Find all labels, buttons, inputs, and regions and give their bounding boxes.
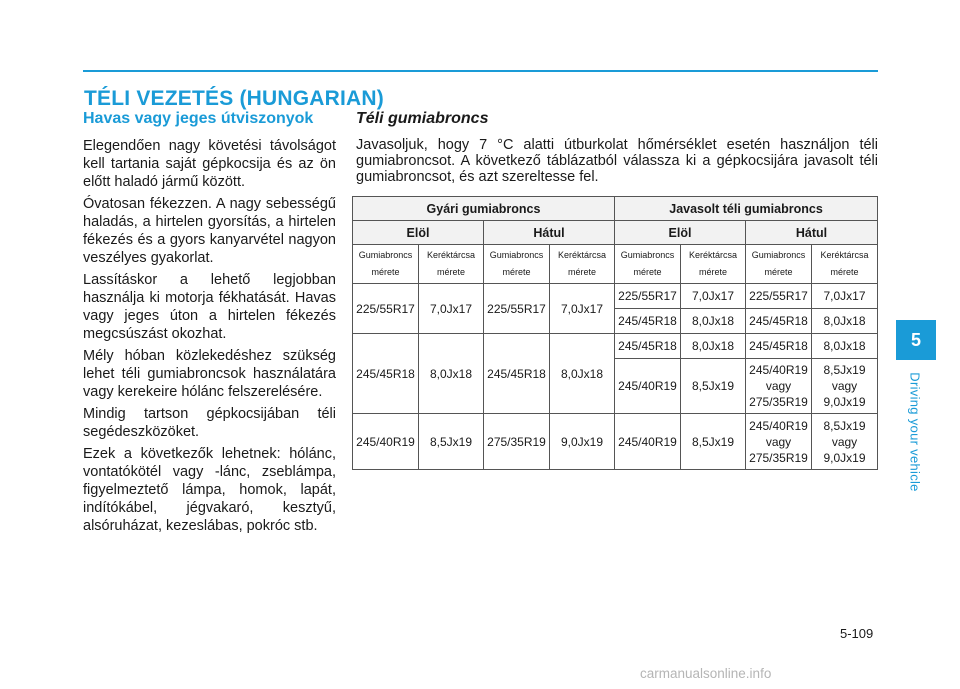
top-rule (83, 70, 878, 72)
table-cell: 9,0Jx19 (550, 414, 615, 470)
table-cell: 8,5Jx19 (419, 414, 484, 470)
chapter-label (900, 367, 930, 497)
winter-tire-intro: Javasoljuk, hogy 7 °C alatti útburkolat hőmérséklet esetén használjon téli gumiabroncsot. A következő táblázatból válassza ki a gépkocsijára javasolt téli gumiabroncsot, és azt szereltesse fel. (356, 137, 878, 185)
table-cell: 8,0Jx18 (419, 334, 484, 414)
table-cell: 7,0Jx17 (550, 284, 615, 334)
table-cell: 8,0Jx18 (812, 309, 878, 334)
paragraph: Mély hóban közlekedéshez szükség lehet téli gumiabroncsok használatára vagy kerekeire hólánc felszerelésére. (83, 348, 336, 400)
paragraph: Elegendően nagy követési távolságot kell tartania saját gépkocsija és az ön előtt haladó jármű között. (83, 138, 336, 190)
header-tire-size (353, 245, 419, 284)
table-cell: 8,0Jx18 (812, 334, 878, 359)
table-cell: 7,0Jx17 (681, 284, 746, 309)
cell-line: 275/35R19 (749, 450, 808, 465)
header-line: mérete (567, 267, 596, 277)
header-tire-size (746, 245, 812, 284)
table-cell: 245/45R18 (615, 309, 681, 334)
header-line: Gumiabroncs (489, 250, 544, 260)
table-cell: 225/55R17 (353, 284, 419, 334)
cell-line: 9,0Jx19 (823, 450, 866, 465)
table-cell: 245/45R18 (353, 334, 419, 414)
page-number: 5-109 (840, 626, 874, 641)
table-cell: 245/40R19 (615, 359, 681, 414)
cell-line: 245/40R19 (749, 418, 808, 433)
header-oem-front: Elöl (353, 221, 484, 245)
header-line: Keréktárcsa (426, 250, 476, 260)
header-line: mérete (633, 267, 662, 277)
paragraph: Óvatosan fékezzen. A nagy sebességű haladás, a hirtelen gyorsítás, a hirtelen fékezés és a gyors kanyarvétel nagyon veszélyes gyakorlat. (83, 196, 336, 266)
paragraph: Lassításkor a lehető legjobban használja ki motorja fékhatását. Havas vagy jeges úton a hirtelen fékezés megcsúszást okozhat. (83, 272, 336, 342)
table-cell: 275/35R19 (484, 414, 550, 470)
cell-line: vagy (831, 379, 858, 393)
header-line: Keréktárcsa (688, 250, 738, 260)
header-winter-front: Elöl (615, 221, 746, 245)
table-cell: 245/40R19 (615, 414, 681, 470)
table-cell: 8,5Jx19 (681, 359, 746, 414)
cell-line: 275/35R19 (749, 395, 808, 409)
table-cell: 245/40R19 (353, 414, 419, 470)
paragraph: Mindig tartson gépkocsijában téli segédeszközöket. (83, 406, 336, 440)
section-title: TÉLI VEZETÉS (HUNGARIAN) (84, 87, 384, 110)
header-oem-tire: Gyári gumiabroncs (353, 197, 615, 221)
table-cell (812, 359, 878, 414)
table-cell (746, 414, 812, 470)
winter-tire-heading: Téli gumiabroncs (356, 110, 489, 127)
header-wheel-size (419, 245, 484, 284)
table-cell: 8,0Jx18 (550, 334, 615, 414)
header-wheel-size (681, 245, 746, 284)
left-column (83, 110, 336, 539)
table-cell: 8,0Jx18 (681, 334, 746, 359)
header-line: Gumiabroncs (751, 250, 806, 260)
chapter-tab: 5 (896, 320, 936, 360)
table-cell: 7,0Jx17 (419, 284, 484, 334)
table-cell (746, 359, 812, 414)
table-cell: 225/55R17 (484, 284, 550, 334)
header-tire-size (484, 245, 550, 284)
winter-tire-table (352, 196, 878, 470)
chapter-label-text: Driving your vehicle (907, 372, 923, 492)
table-cell: 225/55R17 (615, 284, 681, 309)
subsection-heading: Havas vagy jeges útviszonyok (83, 110, 314, 127)
table-cell: 245/45R18 (746, 309, 812, 334)
header-line: mérete (502, 267, 531, 277)
header-tire-size (615, 245, 681, 284)
header-wheel-size (812, 245, 878, 284)
header-line: mérete (830, 267, 859, 277)
paragraph: Ezek a következők lehetnek: hólánc, vontatókötél vagy -lánc, zseblámpa, figyelmeztető lámpa, homok, lapát, indítókábel, jégvakaró, kesztyű, alsóruházat, kezeslábas, pokróc stb. (83, 446, 336, 534)
cell-line: 8,5Jx19 (823, 418, 866, 433)
header-wheel-size (550, 245, 615, 284)
table-cell: 7,0Jx17 (812, 284, 878, 309)
header-winter-rear: Hátul (746, 221, 878, 245)
cell-line: 8,5Jx19 (823, 363, 866, 377)
table-cell (812, 414, 878, 470)
cell-line: vagy (765, 379, 792, 393)
cell-line: vagy (831, 434, 858, 449)
table-cell: 245/45R18 (484, 334, 550, 414)
cell-line: 9,0Jx19 (823, 395, 866, 409)
header-line: Gumiabroncs (620, 250, 675, 260)
watermark: carmanualsonline.info (640, 666, 772, 681)
header-line: mérete (436, 267, 465, 277)
header-line: mérete (371, 267, 400, 277)
header-recommended-winter-tire: Javasolt téli gumiabroncs (615, 197, 878, 221)
header-line: Keréktárcsa (820, 250, 869, 260)
right-column (356, 110, 878, 185)
header-oem-rear: Hátul (484, 221, 615, 245)
table-cell: 225/55R17 (746, 284, 812, 309)
header-line: Keréktárcsa (557, 250, 607, 260)
cell-line: vagy (765, 434, 792, 449)
table-cell: 245/45R18 (615, 334, 681, 359)
header-line: mérete (698, 267, 727, 277)
header-line: Gumiabroncs (358, 250, 413, 260)
table-cell: 8,0Jx18 (681, 309, 746, 334)
cell-line: 245/40R19 (749, 363, 808, 377)
table-cell: 245/45R18 (746, 334, 812, 359)
table-cell: 8,5Jx19 (681, 414, 746, 470)
header-line: mérete (764, 267, 793, 277)
